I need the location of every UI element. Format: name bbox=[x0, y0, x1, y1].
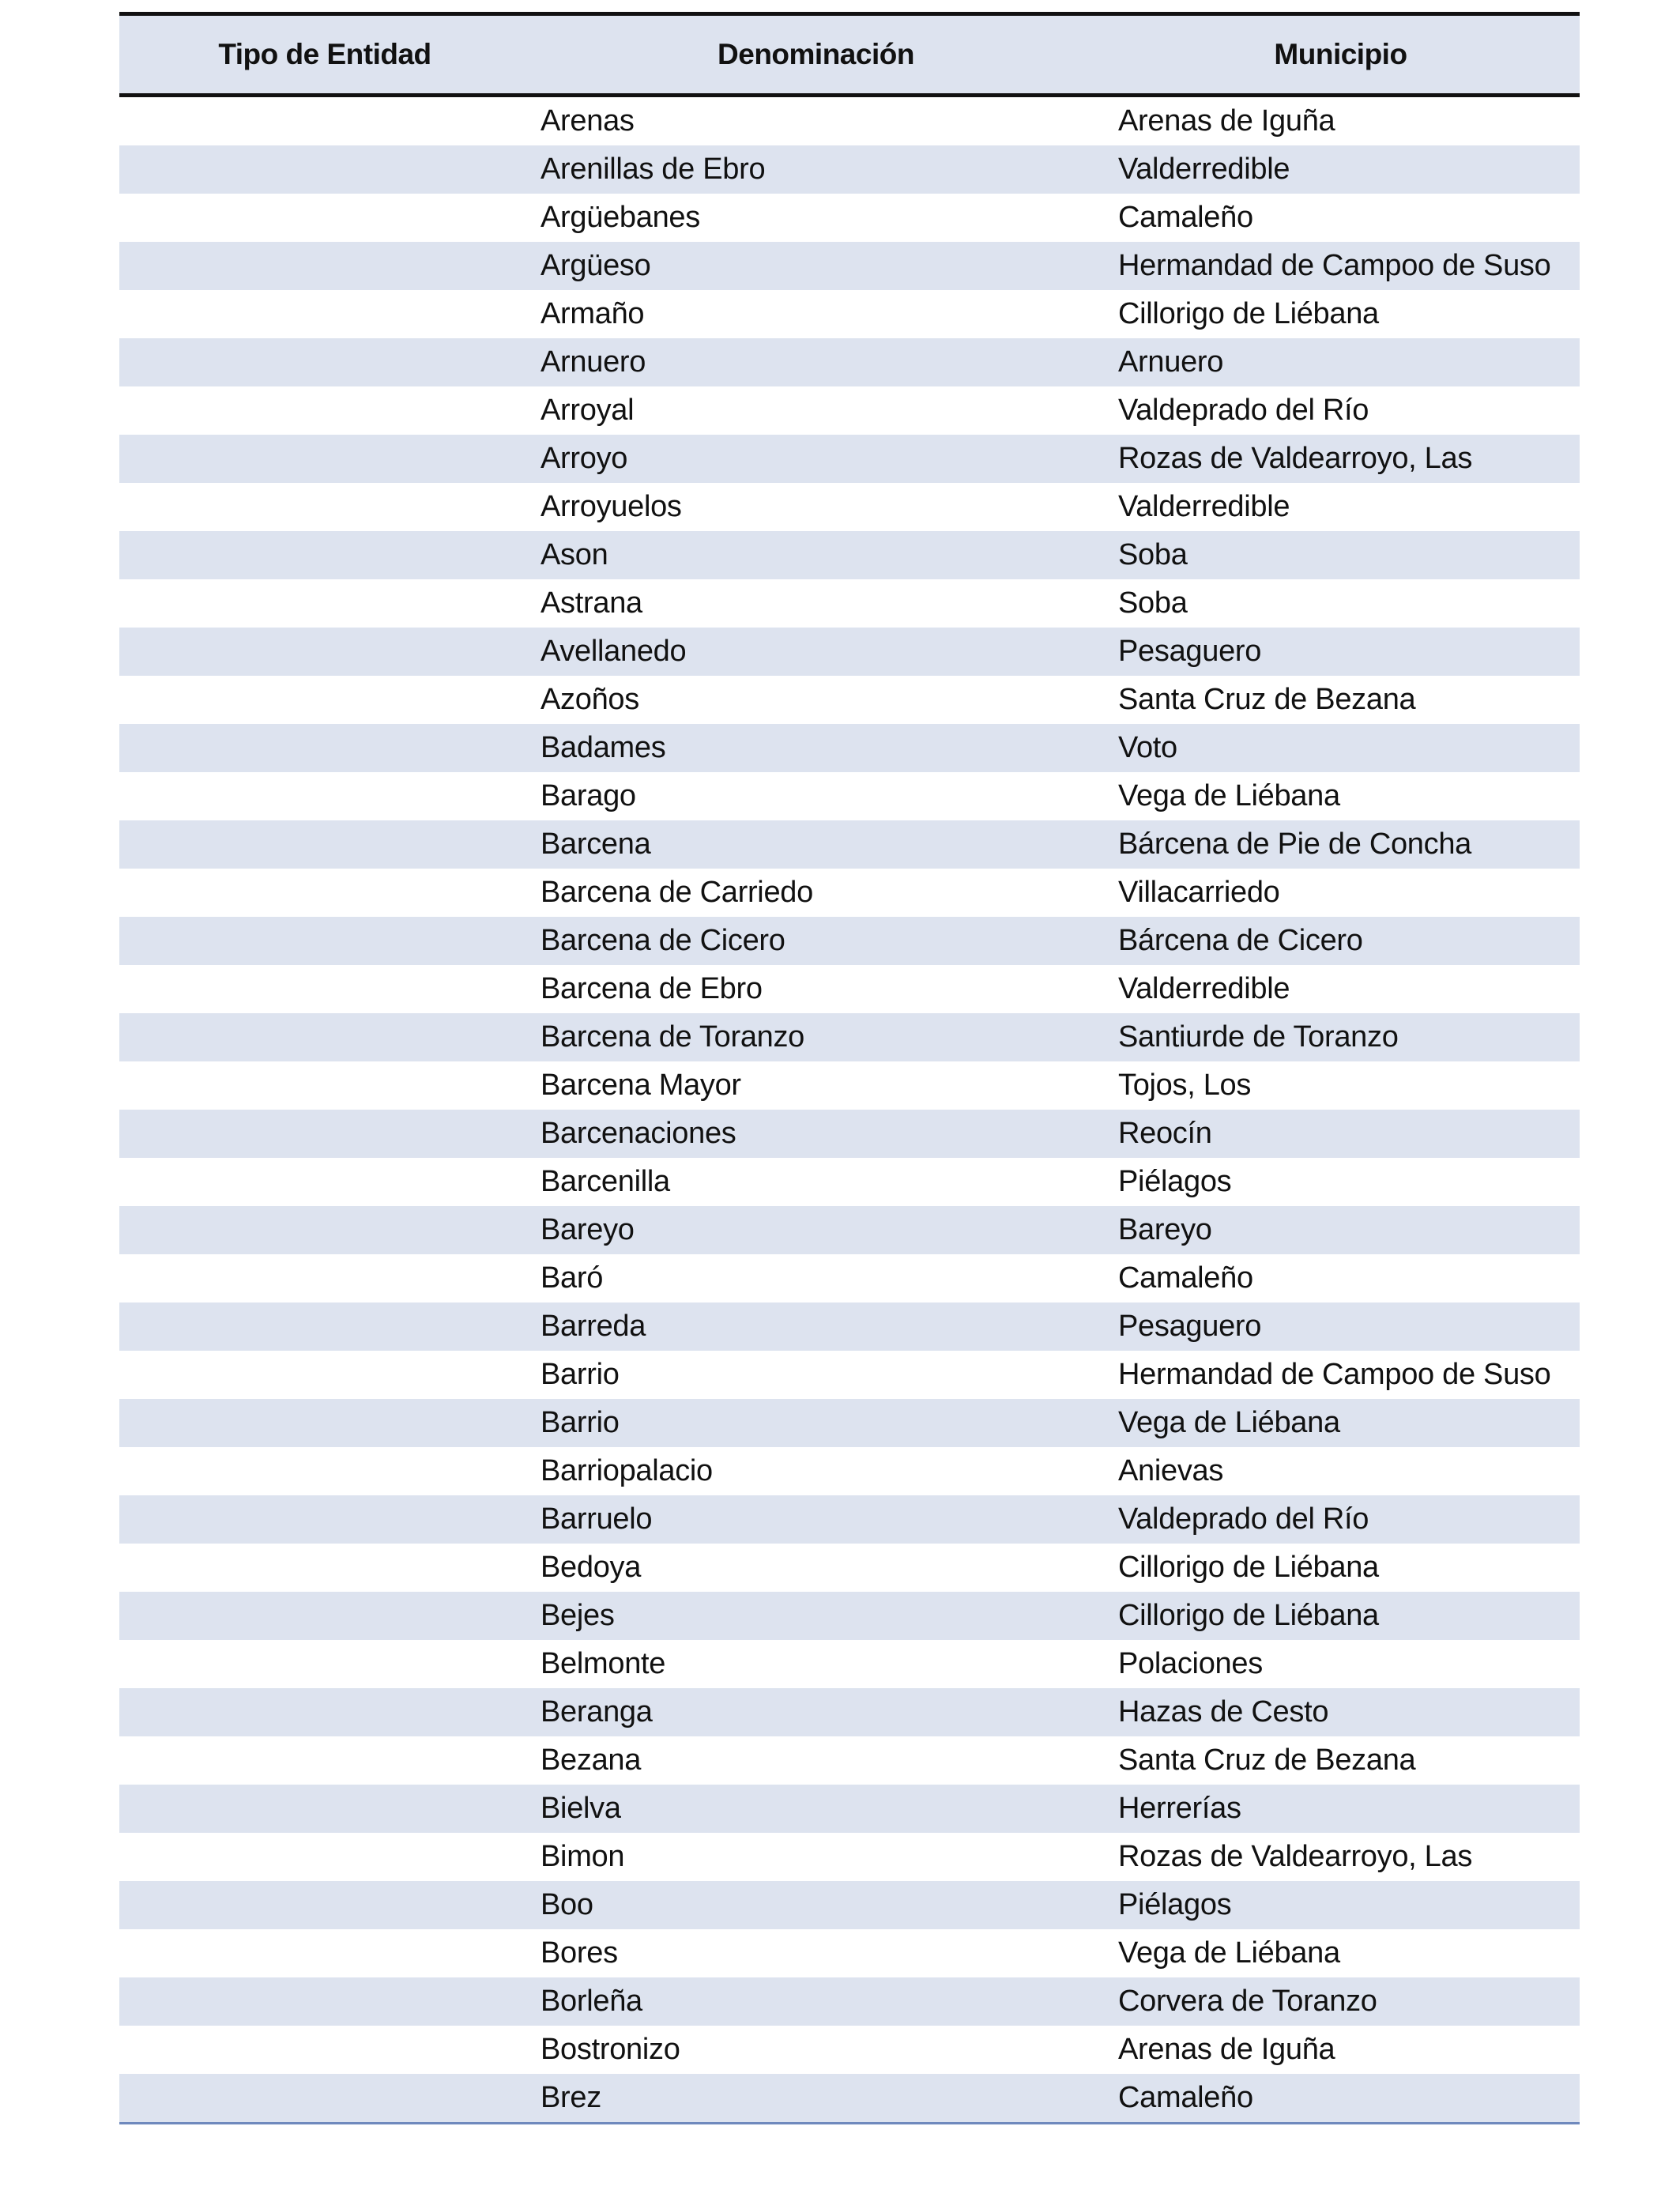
cell-tipo bbox=[119, 724, 530, 772]
cell-tipo bbox=[119, 628, 530, 676]
cell-municipio: Pesaguero bbox=[1118, 635, 1262, 668]
cell-denominacion: Bielva bbox=[541, 1792, 621, 1825]
cell-municipio: Santa Cruz de Bezana bbox=[1118, 683, 1416, 716]
table-row bbox=[119, 1061, 1580, 1110]
cell-municipio: Rozas de Valdearroyo, Las bbox=[1118, 442, 1473, 475]
cell-tipo bbox=[119, 1544, 530, 1592]
cell-denominacion: Astrana bbox=[541, 586, 642, 620]
cell-tipo bbox=[119, 1640, 530, 1688]
table-row bbox=[119, 628, 1580, 676]
cell-denominacion: Barriopalacio bbox=[541, 1454, 713, 1487]
table-row bbox=[119, 2026, 1580, 2074]
cell-municipio: Herrerías bbox=[1118, 1792, 1241, 1825]
cell-municipio: Bareyo bbox=[1118, 1213, 1212, 1246]
cell-tipo bbox=[119, 1351, 530, 1399]
cell-tipo bbox=[119, 1929, 530, 1977]
table-row bbox=[119, 1977, 1580, 2026]
cell-tipo bbox=[119, 1302, 530, 1351]
cell-denominacion: Arroyuelos bbox=[541, 490, 682, 523]
cell-municipio: Hermandad de Campoo de Suso bbox=[1118, 249, 1551, 282]
table-row bbox=[119, 2074, 1580, 2124]
entity-table-container bbox=[119, 12, 1580, 2124]
table-row bbox=[119, 96, 1580, 146]
cell-tipo bbox=[119, 1881, 530, 1929]
table-row bbox=[119, 869, 1580, 917]
header-row bbox=[119, 14, 1580, 96]
cell-tipo bbox=[119, 2026, 530, 2074]
table-row bbox=[119, 1929, 1580, 1977]
table-row bbox=[119, 1447, 1580, 1495]
cell-municipio: Villacarriedo bbox=[1118, 876, 1280, 909]
cell-municipio: Soba bbox=[1118, 538, 1188, 571]
cell-tipo bbox=[119, 1158, 530, 1206]
cell-denominacion: Barrio bbox=[541, 1406, 620, 1439]
cell-tipo bbox=[119, 96, 530, 146]
cell-municipio: Santa Cruz de Bezana bbox=[1118, 1744, 1416, 1777]
cell-municipio: Camaleño bbox=[1102, 2074, 1580, 2124]
table-row bbox=[119, 724, 1580, 772]
cell-denominacion: Bedoya bbox=[541, 1551, 642, 1584]
cell-denominacion: Azoños bbox=[541, 683, 639, 716]
cell-tipo bbox=[119, 531, 530, 579]
cell-tipo bbox=[119, 386, 530, 435]
cell-denominacion: Barcena bbox=[541, 827, 651, 861]
table-row bbox=[119, 242, 1580, 290]
cell-municipio: Cillorigo de Liébana bbox=[1118, 1551, 1379, 1584]
table-body bbox=[119, 96, 1580, 2124]
cell-tipo bbox=[119, 242, 530, 290]
cell-tipo bbox=[119, 1013, 530, 1061]
cell-denominacion: Barago bbox=[541, 779, 636, 812]
header-tipo-de-entidad: Tipo de Entidad bbox=[119, 14, 530, 96]
table-row bbox=[119, 1399, 1580, 1447]
cell-municipio: Pesaguero bbox=[1118, 1310, 1262, 1343]
table-row bbox=[119, 1736, 1580, 1785]
cell-denominacion: Barcena Mayor bbox=[541, 1069, 741, 1102]
cell-municipio: Santiurde de Toranzo bbox=[1118, 1020, 1399, 1054]
cell-denominacion: Barrio bbox=[541, 1358, 620, 1391]
table-row bbox=[119, 917, 1580, 965]
cell-denominacion: Argüeso bbox=[541, 249, 651, 282]
table-row bbox=[119, 145, 1580, 194]
cell-denominacion: Bejes bbox=[541, 1599, 615, 1632]
cell-municipio: Valderredible bbox=[1118, 972, 1290, 1005]
cell-denominacion: Bostronizo bbox=[541, 2033, 680, 2066]
cell-denominacion: Barcena de Cicero bbox=[541, 924, 785, 957]
cell-denominacion: Avellanedo bbox=[541, 635, 687, 668]
cell-tipo bbox=[119, 290, 530, 338]
cell-tipo bbox=[119, 145, 530, 194]
cell-denominacion: Barcena de Toranzo bbox=[541, 1020, 805, 1054]
cell-municipio: Arnuero bbox=[1118, 345, 1224, 379]
cell-tipo bbox=[119, 1399, 530, 1447]
cell-tipo bbox=[119, 1206, 530, 1254]
cell-denominacion: Boo bbox=[541, 1888, 593, 1921]
cell-municipio: Valderredible bbox=[1118, 153, 1290, 186]
table-row bbox=[119, 1833, 1580, 1881]
cell-tipo bbox=[119, 1736, 530, 1785]
cell-tipo bbox=[119, 483, 530, 531]
cell-municipio: Arenas de Iguña bbox=[1118, 104, 1335, 138]
cell-denominacion: Belmonte bbox=[541, 1647, 666, 1680]
cell-municipio: Polaciones bbox=[1118, 1647, 1263, 1680]
cell-denominacion: Barreda bbox=[541, 1310, 646, 1343]
cell-municipio: Vega de Liébana bbox=[1118, 779, 1340, 812]
cell-municipio: Piélagos bbox=[1118, 1165, 1232, 1198]
cell-municipio: Bárcena de Pie de Concha bbox=[1118, 827, 1472, 861]
cell-denominacion: Bareyo bbox=[541, 1213, 635, 1246]
cell-tipo bbox=[119, 1785, 530, 1833]
table-row bbox=[119, 1495, 1580, 1544]
header-denominacion: Denominación bbox=[530, 14, 1102, 96]
cell-municipio: Vega de Liébana bbox=[1118, 1936, 1340, 1970]
table-row bbox=[119, 290, 1580, 338]
cell-tipo bbox=[119, 772, 530, 820]
cell-municipio: Camaleño bbox=[1118, 1261, 1253, 1295]
cell-denominacion: Badames bbox=[541, 731, 666, 764]
table-row bbox=[119, 1206, 1580, 1254]
cell-denominacion: Baró bbox=[541, 1261, 604, 1295]
cell-municipio: Corvera de Toranzo bbox=[1118, 1985, 1377, 2018]
table-row bbox=[119, 1110, 1580, 1158]
cell-denominacion: Argüebanes bbox=[541, 201, 700, 234]
cell-tipo bbox=[119, 2074, 530, 2124]
cell-municipio: Arenas de Iguña bbox=[1118, 2033, 1335, 2066]
cell-tipo bbox=[119, 869, 530, 917]
cell-denominacion: Arroyo bbox=[541, 442, 628, 475]
entity-table bbox=[119, 12, 1580, 2124]
cell-municipio: Reocín bbox=[1118, 1117, 1212, 1150]
cell-tipo bbox=[119, 435, 530, 483]
table-row bbox=[119, 1688, 1580, 1736]
cell-tipo bbox=[119, 917, 530, 965]
cell-tipo bbox=[119, 820, 530, 869]
cell-municipio: Tojos, Los bbox=[1118, 1069, 1252, 1102]
table-row bbox=[119, 1254, 1580, 1302]
cell-municipio: Valdeprado del Río bbox=[1118, 394, 1369, 427]
cell-municipio: Soba bbox=[1118, 586, 1188, 620]
cell-denominacion: Brez bbox=[530, 2074, 1102, 2124]
table-row bbox=[119, 1013, 1580, 1061]
table-row bbox=[119, 1640, 1580, 1688]
cell-municipio: Rozas de Valdearroyo, Las bbox=[1118, 1840, 1473, 1873]
cell-denominacion: Barcenaciones bbox=[541, 1117, 736, 1150]
cell-tipo bbox=[119, 1977, 530, 2026]
cell-municipio: Valdeprado del Río bbox=[1118, 1502, 1369, 1536]
cell-denominacion: Barcena de Ebro bbox=[541, 972, 763, 1005]
table-row bbox=[119, 676, 1580, 724]
cell-municipio: Hermandad de Campoo de Suso bbox=[1118, 1358, 1551, 1391]
cell-tipo bbox=[119, 194, 530, 242]
cell-municipio: Cillorigo de Liébana bbox=[1118, 1599, 1379, 1632]
table-row bbox=[119, 1592, 1580, 1640]
cell-denominacion: Arenillas de Ebro bbox=[541, 153, 766, 186]
table-row bbox=[119, 1785, 1580, 1833]
cell-tipo bbox=[119, 1254, 530, 1302]
cell-denominacion: Bores bbox=[541, 1936, 618, 1970]
cell-denominacion: Barruelo bbox=[541, 1502, 653, 1536]
table-row bbox=[119, 1544, 1580, 1592]
cell-denominacion: Arroyal bbox=[541, 394, 635, 427]
table-row bbox=[119, 772, 1580, 820]
cell-municipio: Vega de Liébana bbox=[1118, 1406, 1340, 1439]
cell-municipio: Cillorigo de Liébana bbox=[1118, 297, 1379, 330]
cell-municipio: Hazas de Cesto bbox=[1118, 1695, 1329, 1728]
cell-denominacion: Bimon bbox=[541, 1840, 625, 1873]
table-row bbox=[119, 1158, 1580, 1206]
cell-municipio: Anievas bbox=[1118, 1454, 1224, 1487]
table-row bbox=[119, 820, 1580, 869]
table-row bbox=[119, 1302, 1580, 1351]
cell-denominacion: Beranga bbox=[541, 1695, 653, 1728]
cell-tipo bbox=[119, 1110, 530, 1158]
cell-tipo bbox=[119, 1833, 530, 1881]
cell-tipo bbox=[119, 1061, 530, 1110]
cell-municipio: Voto bbox=[1118, 731, 1177, 764]
table-row bbox=[119, 435, 1580, 483]
cell-tipo bbox=[119, 1688, 530, 1736]
cell-tipo bbox=[119, 579, 530, 628]
table-row bbox=[119, 965, 1580, 1013]
cell-denominacion: Arnuero bbox=[541, 345, 646, 379]
table-row bbox=[119, 531, 1580, 579]
cell-municipio: Bárcena de Cicero bbox=[1118, 924, 1363, 957]
cell-municipio: Piélagos bbox=[1118, 1888, 1232, 1921]
cell-denominacion: Ason bbox=[541, 538, 608, 571]
cell-denominacion: Armaño bbox=[541, 297, 645, 330]
cell-municipio: Valderredible bbox=[1118, 490, 1290, 523]
cell-denominacion: Bezana bbox=[541, 1744, 642, 1777]
table-header bbox=[119, 14, 1580, 96]
table-row bbox=[119, 194, 1580, 242]
cell-denominacion: Barcenilla bbox=[541, 1165, 670, 1198]
cell-tipo bbox=[119, 1495, 530, 1544]
cell-denominacion: Arenas bbox=[541, 104, 635, 138]
table-row bbox=[119, 1881, 1580, 1929]
table-row bbox=[119, 483, 1580, 531]
cell-tipo bbox=[119, 965, 530, 1013]
header-municipio: Municipio bbox=[1102, 14, 1580, 96]
table-row bbox=[119, 579, 1580, 628]
cell-tipo bbox=[119, 1592, 530, 1640]
cell-denominacion: Barcena de Carriedo bbox=[541, 876, 813, 909]
table-row bbox=[119, 386, 1580, 435]
cell-denominacion: Borleña bbox=[541, 1985, 642, 2018]
cell-tipo bbox=[119, 676, 530, 724]
table-row bbox=[119, 338, 1580, 386]
cell-tipo bbox=[119, 1447, 530, 1495]
cell-municipio: Camaleño bbox=[1118, 201, 1253, 234]
cell-tipo bbox=[119, 338, 530, 386]
table-row bbox=[119, 1351, 1580, 1399]
